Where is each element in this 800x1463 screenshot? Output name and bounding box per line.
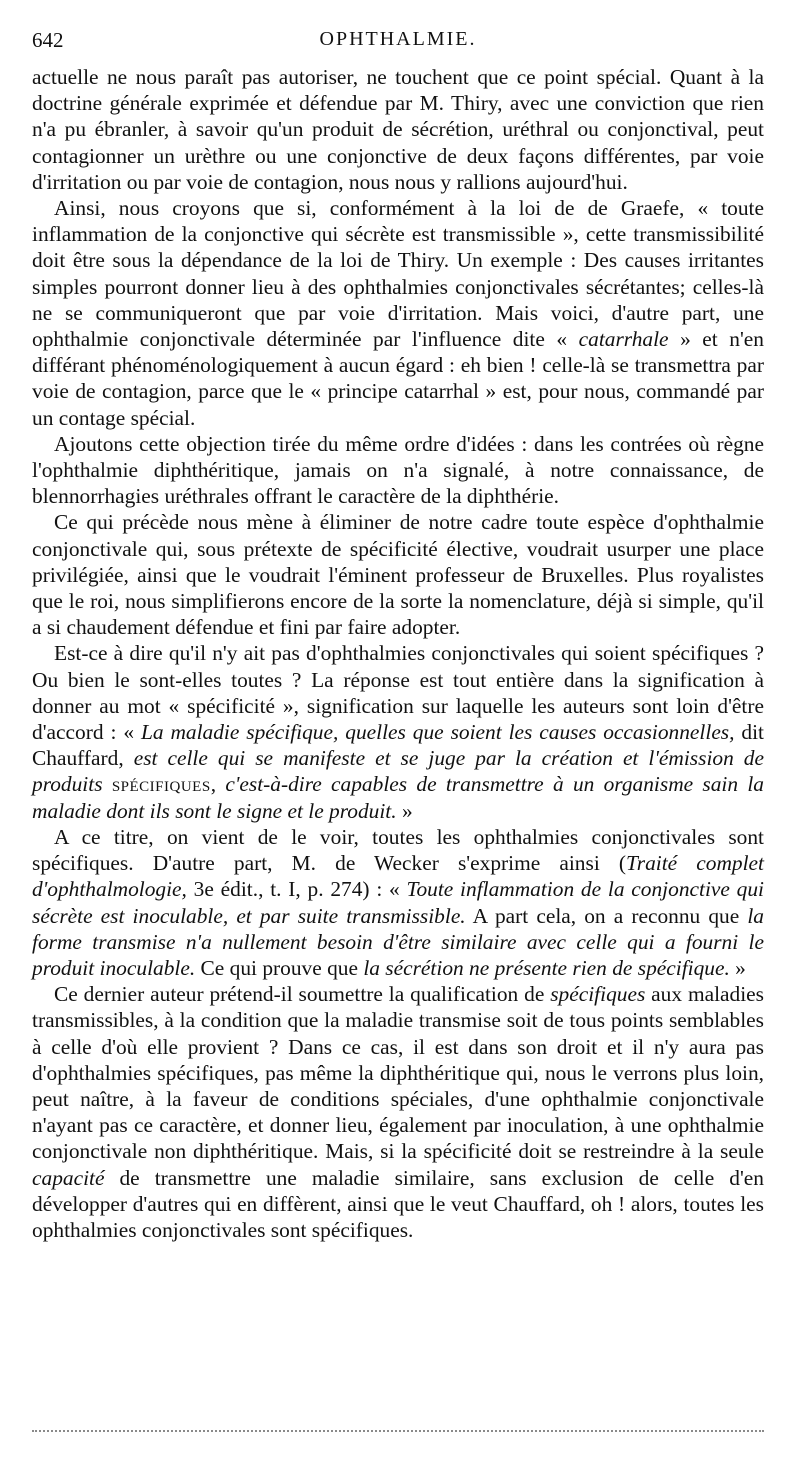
body-text — [32, 64, 764, 1243]
text-run: de transmettre une maladie similaire, sans exclusion de celle d'en développer d'autres qui en diffèrent, ainsi que le veut Chauffard, oh ! alors, toutes les ophthalmies conjonctivales sont spécifiques. — [32, 1165, 764, 1242]
text-run: Ce qui prouve que — [195, 955, 364, 980]
italic-text: la forme transmise n'a nullement besoin d'être similaire avec celle qui a fourni le produit inoculable. — [32, 903, 764, 980]
text-run: Ainsi, nous croyons que si, conformément à la loi de de Graefe, « toute inflammation de la conjonctive qui sécrète est transmissible », cette transmissibilité doit être sous la dépendance de la loi de Thiry. Un exemple : Des causes irritantes simples pourront donner lieu à des ophthalmies conjonctivales sécrétantes; celles-là ne se communiqueront que par voie d'irritation. Mais voici, d'autre part, une ophthalmie conjonctivale déterminée par l'influence dite « — [32, 196, 764, 352]
text-run: Ce dernier auteur prétend-il soumettre la qualification de — [54, 982, 551, 1007]
paragraph — [32, 64, 764, 195]
paragraph — [32, 640, 764, 823]
text-run: A ce titre, on vient de le voir, toutes les ophthalmies conjonctivales sont spécifiques. D'autre part, M. de Wecker s'exprime ainsi ( — [32, 824, 764, 876]
footer-dotted-rule — [32, 1430, 764, 1432]
italic-text: spécifiques — [550, 982, 646, 1007]
text-run: actuelle ne nous paraît pas autoriser, ne touchent que ce point spécial. Quant à la doctrine générale exprimée et défendue par M. Thiry, avec une conviction que rien n'a pu ébranler, à savoir qu'un produit de sécrétion, uréthral ou conjonctival, peut contagionner un urèthre ou une conjonctive de deux façons différentes, par voie d'irritation ou par voie de contagion, nous nous y rallions aujourd'hui. — [32, 65, 764, 194]
paragraph — [32, 824, 764, 981]
text-run: , — [210, 772, 226, 797]
paragraph — [32, 431, 764, 510]
italic-text: La maladie spécifique, quelles que soient les causes occasionnelles, — [140, 720, 735, 745]
paragraph — [32, 981, 764, 1243]
italic-text: Toute inflammation de la conjonctive qui sécrète est inoculable, et par suite transmissible. — [32, 877, 764, 928]
text-run: A part cela, on a reconnu que — [465, 903, 748, 928]
text-run: » et n'en différant phénoménologiquement à aucun égard : eh bien ! celle-là se transmettra par voie de contagion, parce que le « principe catarrhal » est, pour nous, commandé par un contage spécial. — [32, 327, 764, 430]
page-header — [32, 28, 764, 58]
text-run — [103, 772, 112, 796]
running-head: OPHTHALMIE. — [319, 28, 477, 50]
italic-text: Traité complet d'ophthalmologie, — [32, 851, 764, 902]
page-number: 642 — [32, 28, 64, 52]
italic-text: c'est-à-dire capables de transmettre à un organisme sain la maladie dont ils sont le signe et le produit. — [32, 772, 764, 823]
text-run: » — [729, 955, 746, 980]
paragraph — [32, 195, 764, 431]
text-run: Est-ce à dire qu'il n'y ait pas d'ophthalmies conjonctivales qui soient spécifiques ? Ou bien le sont-elles toutes ? La réponse est tout entière dans la signification à donner au mot « spécificité », signification sur laquelle les auteurs sont loin d'être d'accord : « — [32, 641, 764, 745]
italic-text: la sécrétion ne présente rien de spécifique. — [363, 955, 730, 980]
text-run: 3e édit., t. I, p. 274) : « — [186, 877, 407, 902]
text-run: Ajoutons cette objection tirée du même ordre d'idées : dans les contrées où règne l'ophthalmie diphthéritique, jamais on n'a signalé, à notre connaissance, de blennorrhagies uréthrales offrant le caractère de la diphthérie. — [32, 431, 764, 509]
italic-text: est celle qui se manifeste et se juge par la création et l'émission de produits — [32, 746, 764, 797]
text-run: Ce qui précède nous mène à éliminer de notre cadre toute espèce d'ophthalmie conjonctivale qui, sous prétexte de spécificité élective, voudrait usurper une place privilégiée, ainsi que le voudrait l'éminent professeur de Bruxelles. Plus royalistes que le roi, nous simplifierons encore de la sorte la nomenclature, déjà si simple, qu'il a si chaudement défendue et fini par faire adopter. — [32, 510, 764, 640]
book-page — [32, 28, 764, 1243]
paragraph — [32, 509, 764, 640]
text-run: » — [396, 798, 413, 823]
text-run: aux maladies transmissibles, à la condition que la maladie transmise soit de tous points semblables à celle d'où elle provient ? Dans ce cas, il est dans son droit et il n'y aura pas d'ophthalmies spécifiques, pas même la diphthéritique qui, nous le verrons plus loin, peut naître, à la faveur de conditions spéciales, d'une ophthalmie conjonctivale n'ayant pas ce caractère, et donner lieu, également par inoculation, à une ophthalmie conjonctivale non diphthéritique. Mais, si la spécificité doit se restreindre à la seule — [32, 982, 764, 1164]
small-caps-text: spécifiques — [111, 772, 211, 797]
text-run: dit Chauffard, — [32, 720, 764, 771]
italic-text: capacité — [32, 1165, 105, 1190]
italic-text: catarrhale — [578, 327, 669, 352]
